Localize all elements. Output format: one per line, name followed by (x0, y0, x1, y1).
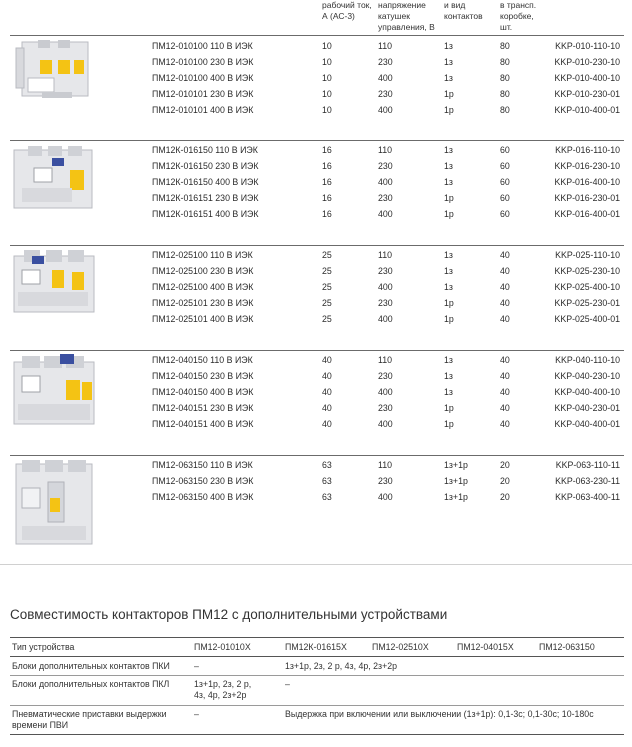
table-row: ПМ12-063150 230 В ИЭК 63 230 1з+1р 20 KKP-063-230-11 (152, 476, 620, 486)
row-label: времени ПВИ (12, 720, 69, 730)
section-title: Совместимость контакторов ПМ12 с дополнительными устройствами (10, 607, 448, 622)
table-bottom-rule (10, 734, 624, 735)
table-row-rule (10, 675, 624, 676)
row-label: Пневматические приставки выдержки (12, 709, 167, 719)
table-row: ПМ12-040150 400 В ИЭК 40 400 1з 40 KKP-040-400-10 (152, 387, 620, 397)
table-row: ПМ12-063150 110 В ИЭК 63 110 1з+1р 20 KKP-063-110-11 (152, 460, 620, 470)
table-row: ПМ12-010100 400 В ИЭК 10 400 1з 80 KKP-010-400-10 (152, 73, 620, 83)
table-row: ПМ12-025101 230 В ИЭК 25 230 1р 40 KKP-025-230-01 (152, 298, 620, 308)
row-value: 1з+1р, 2з, 2 р, 4з, 4р, 2з+2р (285, 661, 398, 671)
row-label: Блоки дополнительных контактов ПКЛ (12, 679, 170, 689)
header-voltage: напряжение катушек управления, В (378, 0, 435, 32)
table-row: ПМ12-010100 110 В ИЭК 10 110 1з 80 KKP-010-110-10 (152, 41, 620, 51)
table-row: ПМ12-010100 230 В ИЭК 10 230 1з 80 KKP-010-230-10 (152, 57, 620, 67)
model-header: ПМ12-02510Х (372, 642, 429, 652)
table-row: ПМ12-040151 230 В ИЭК 40 230 1р 40 KKP-040-230-01 (152, 403, 620, 413)
table-row: ПМ12-010101 230 В ИЭК 10 230 1р 80 KKP-010-230-01 (152, 89, 620, 99)
model-header: ПМ12-01010Х (194, 642, 251, 652)
header-current: рабочий ток, А (АС-3) (322, 0, 372, 21)
table-row-rule (10, 705, 624, 706)
row-label: Блоки дополнительных контактов ПКИ (12, 661, 170, 671)
table-row: ПМ12-063150 400 В ИЭК 63 400 1з+1р 20 KKP-063-400-11 (152, 492, 620, 502)
group-separator (10, 245, 624, 246)
table-header-rule (10, 656, 624, 657)
type-header: Тип устройства (12, 642, 75, 652)
table-row: ПМ12-025100 230 В ИЭК 25 230 1з 40 KKP-025-230-10 (152, 266, 620, 276)
table-row: ПМ12-010101 400 В ИЭК 10 400 1р 80 KKP-010-400-01 (152, 105, 620, 115)
row-value: 4з, 4р, 2з+2р (194, 690, 247, 700)
table-row: ПМ12К-016151 230 В ИЭК 16 230 1р 60 KKP-016-230-01 (152, 193, 620, 203)
table-row: ПМ12К-016150 400 В ИЭК 16 400 1з 60 KKP-016-400-10 (152, 177, 620, 187)
row-value: – (285, 679, 290, 689)
row-value: – (194, 661, 199, 671)
header-contacts: и вид контактов (444, 0, 483, 21)
header-package: в трансп. коробке, шт. (500, 0, 537, 32)
table-row: ПМ12К-016151 400 В ИЭК 16 400 1р 60 KKP-016-400-01 (152, 209, 620, 219)
group-separator (10, 35, 624, 36)
model-header: ПМ12-04015Х (457, 642, 514, 652)
model-header: ПМ12-063150 (539, 642, 595, 652)
table-row: ПМ12-040151 400 В ИЭК 40 400 1р 40 KKP-040-400-01 (152, 419, 620, 429)
model-header: ПМ12К-01615Х (285, 642, 347, 652)
group-separator (10, 350, 624, 351)
row-value: – (194, 709, 199, 719)
row-value: 1з+1р, 2з, 2 р, (194, 679, 252, 689)
table-row: ПМ12-040150 110 В ИЭК 40 110 1з 40 KKP-040-110-10 (152, 355, 620, 365)
table-row: ПМ12К-016150 110 В ИЭК 16 110 1з 60 KKP-016-110-10 (152, 145, 620, 155)
group-separator (10, 455, 624, 456)
table-row: ПМ12-040150 230 В ИЭК 40 230 1з 40 KKP-040-230-10 (152, 371, 620, 381)
table-row: ПМ12-025100 110 В ИЭК 25 110 1з 40 KKP-025-110-10 (152, 250, 620, 260)
table-row: ПМ12К-016150 230 В ИЭК 16 230 1з 60 KKP-016-230-10 (152, 161, 620, 171)
table-row: ПМ12-025101 400 В ИЭК 25 400 1р 40 KKP-025-400-01 (152, 314, 620, 324)
row-value: Выдержка при включении или выключении (1з+1р): 0,1-3с; 0,1-30с; 10-180с (285, 709, 594, 719)
group-separator (10, 140, 624, 141)
section-divider (0, 564, 632, 565)
table-top-rule (10, 637, 624, 638)
table-row: ПМ12-025100 400 В ИЭК 25 400 1з 40 KKP-025-400-10 (152, 282, 620, 292)
